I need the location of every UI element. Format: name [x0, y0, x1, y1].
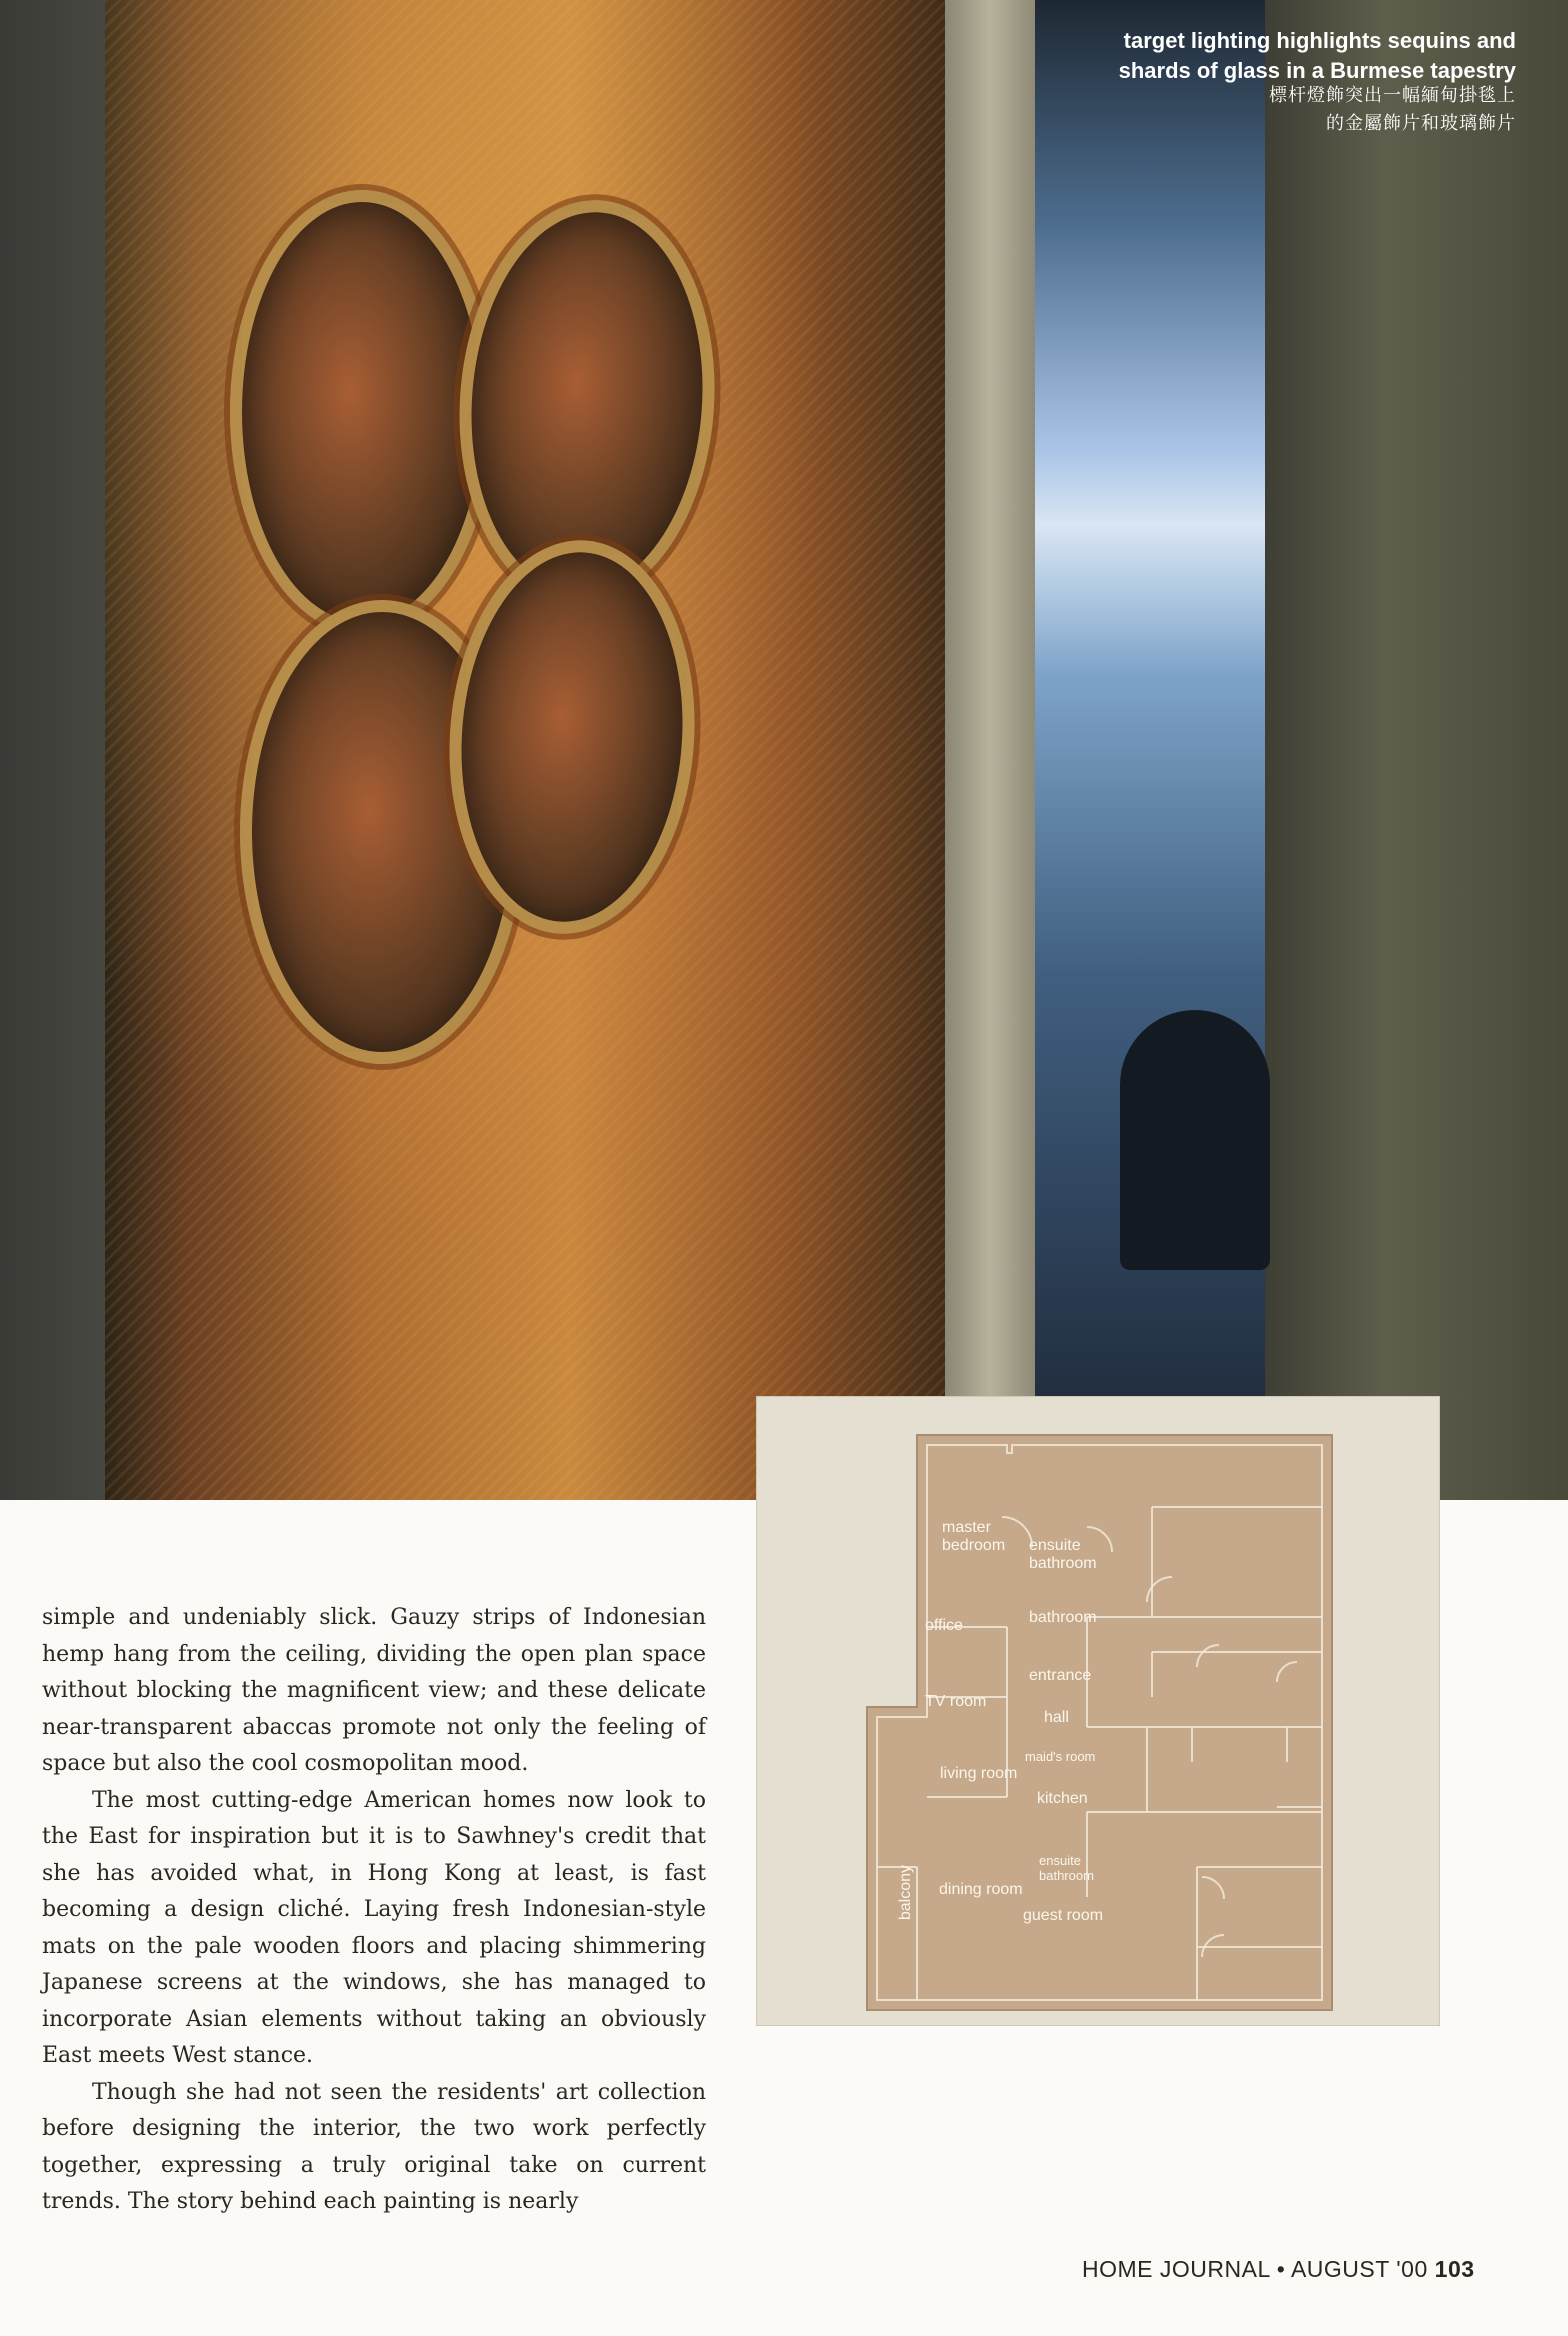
- room-label: ensuite bathroom: [1039, 1853, 1094, 1883]
- photo-caption-english: [956, 26, 1516, 86]
- tapestry-medallion: [230, 190, 494, 634]
- caption-line: 的金屬飾片和玻璃飾片: [1326, 113, 1516, 134]
- room-label: maid's room: [1025, 1749, 1096, 1764]
- caption-line: shards of glass in a Burmese tapestry: [1118, 58, 1516, 83]
- paragraph: Though she had not seen the residents' art collection before designing the interior, the two work perfectly together, expressing a truly original take on current trends. The story behind each painting is nearly: [42, 2079, 706, 2214]
- room-ensuite-bathroom: [1029, 1537, 1109, 1573]
- paragraph: The most cutting-edge American homes now look to the East for inspiration but it is to Sawhney's credit that she has avoided what, in Hong Kong at least, is fast becoming a design cliché. Laying fresh Indonesian-style mats on the pale wooden floors and placing shimmering Japanese screens at the windows, she has managed to incorporate Asian elements without taking an obviously East meets West stance.: [42, 1787, 706, 2068]
- wall: [1265, 0, 1568, 1500]
- room-label: bathroom: [1029, 1609, 1097, 1626]
- room-bathroom: [1029, 1609, 1097, 1627]
- magazine-name: HOME JOURNAL: [1082, 2256, 1270, 2282]
- room-label: office: [925, 1617, 963, 1634]
- room-label: living room: [940, 1765, 1018, 1782]
- room-label: hall: [1044, 1709, 1069, 1726]
- room-label: kitchen: [1037, 1790, 1088, 1807]
- room-ensuite-bathroom-2: [1039, 1853, 1109, 1883]
- room-balcony: [897, 1865, 915, 1920]
- photo-caption-chinese: [956, 82, 1516, 138]
- caption-line: 標杆燈飾突出一幅緬甸掛毯上: [1269, 85, 1516, 106]
- room-label: balcony: [897, 1865, 914, 1921]
- room-kitchen: [1037, 1790, 1088, 1808]
- paragraph: simple and undeniably slick. Gauzy strips of Indonesian hemp hang from the ceiling, dividing the open plan space without blocking the magnificent view; and these delicate near-transparent abaccas promote not only the feeling of space but also the cool cosmopolitan mood.: [42, 1605, 706, 1776]
- room-entrance: [1029, 1667, 1091, 1685]
- room-living: [940, 1765, 1017, 1783]
- issue-date: AUGUST '00: [1290, 2256, 1428, 2282]
- room-dining: [939, 1881, 1023, 1899]
- room-master-bedroom: [942, 1519, 1012, 1555]
- floor-plan-drawing: [757, 1397, 1439, 2025]
- room-label: TV room: [925, 1693, 987, 1710]
- page-footer: [1082, 2256, 1475, 2283]
- caption-line: target lighting highlights sequins and: [1123, 28, 1516, 53]
- room-label: master bedroom: [942, 1519, 1006, 1554]
- window: [1035, 0, 1265, 1500]
- room-label: guest room: [1023, 1907, 1104, 1924]
- room-guest: [1023, 1907, 1103, 1925]
- room-label: dining room: [939, 1881, 1023, 1898]
- door-frame: [945, 0, 1035, 1500]
- article-body: [42, 1600, 706, 2221]
- room-maids: [1025, 1749, 1095, 1764]
- room-label: ensuite bathroom: [1029, 1537, 1097, 1572]
- room-tv: [925, 1693, 986, 1711]
- sculpture-silhouette: [1120, 1010, 1270, 1270]
- room-hall: [1044, 1709, 1069, 1727]
- page-number: 103: [1434, 2256, 1475, 2282]
- floor-plan: [756, 1396, 1440, 2026]
- room-label: entrance: [1029, 1667, 1092, 1684]
- room-office: [925, 1617, 963, 1635]
- footer-separator: •: [1276, 2256, 1286, 2282]
